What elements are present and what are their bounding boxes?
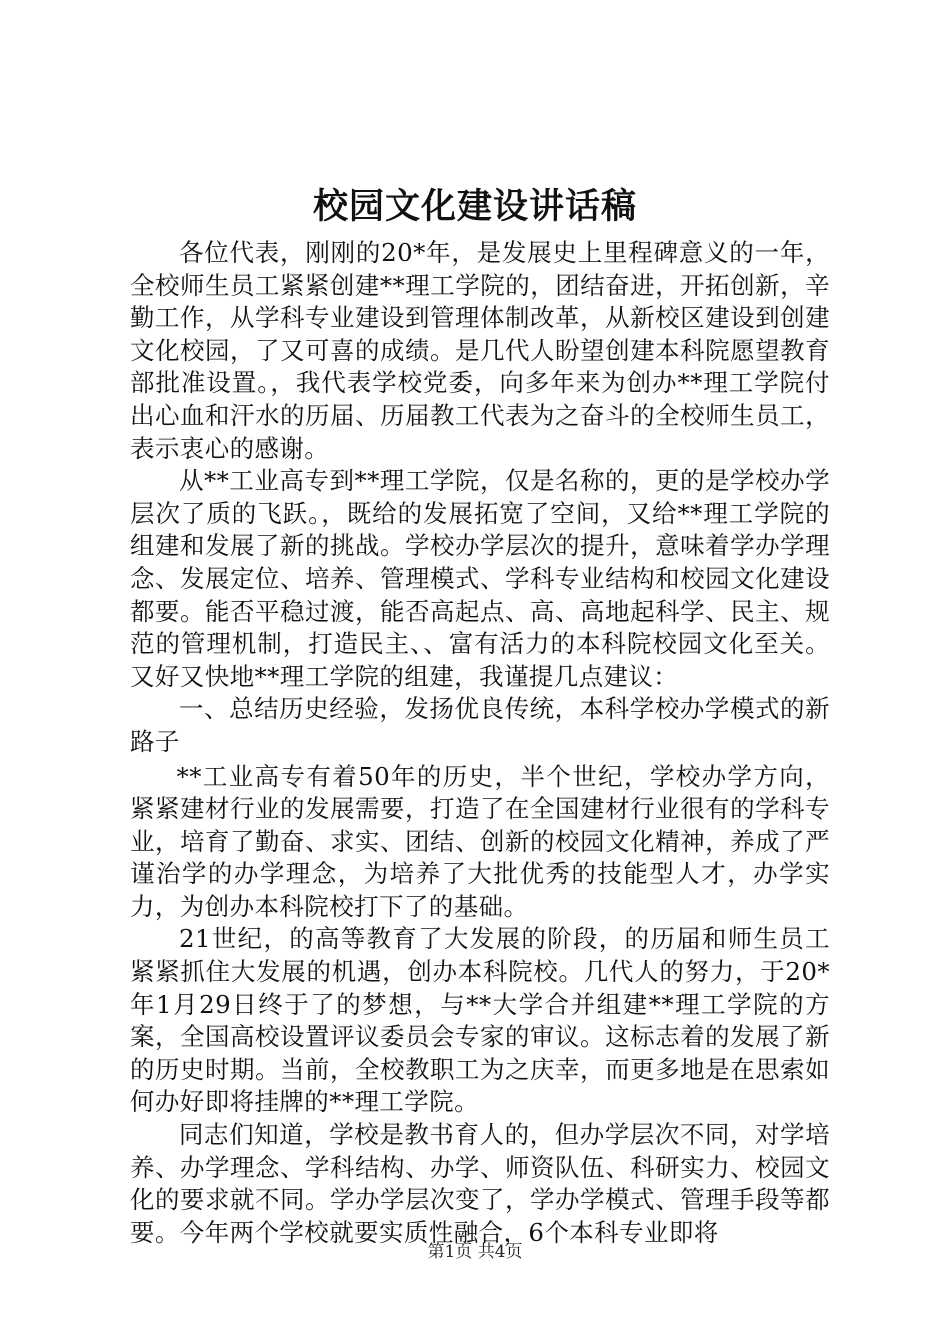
page-number-footer: 第1页 共4页	[427, 1242, 523, 1262]
paragraph: 21世纪，的高等教育了大发展的阶段，的历届和师生员工紧紧抓住大发展的机遇，创办本科院校。几代人的努力，于20*年1月29日终于了的梦想，与**大学合并组建**理工学院的方案，全国高校设置评议委员会专家的审议。这标志着的发展了新的历史时期。当前，全校教职工为之庆幸，而更多地是在思索如何办好即将挂牌的**理工学院。	[130, 924, 830, 1117]
paragraph: 从**工业高专到**理工学院，仅是名称的，更的是学校办学层次了质的飞跃。，既给的发展拓宽了空间，又给**理工学院的组建和发展了新的挑战。学校办学层次的提升，意味着学办学理念、发展定位、培养、管理模式、学科专业结构和校园文化建设都要。能否平稳过渡，能否高起点、高、高地起科学、民主、规范的管理机制，打造民主、、富有活力的本科院校园文化至关。又好又快地**理工学院的组建，我谨提几点建议：	[130, 466, 830, 691]
paragraph: 同志们知道，学校是教书育人的，但办学层次不同，对学培养、办学理念、学科结构、办学、师资队伍、科研实力、校园文化的要求就不同。学办学层次变了，学办学模式、管理手段等都要。今年两个学校就要实质性融合，6个本科专业即将	[130, 1120, 830, 1247]
paragraph: **工业高专有着50年的历史，半个世纪，学校办学方向，紧紧建材行业的发展需要，打造了在全国建材行业很有的学科专业，培育了勤奋、求实、团结、创新的校园文化精神，养成了严谨治学的办学理念，为培养了大批优秀的技能型人才，办学实力，为创办本科院校打下了的基础。	[130, 761, 830, 921]
document-title: 校园文化建设讲话稿	[312, 186, 637, 227]
document-body	[130, 237, 830, 1249]
section-heading: 一、总结历史经验，发扬优良传统，本科学校办学模式的新路子	[130, 694, 830, 756]
paragraph: 各位代表，刚刚的20*年，是发展史上里程碑意义的一年，全校师生员工紧紧创建**理工学院的，团结奋进，开拓创新，辛勤工作，从学科专业建设到管理体制改革，从新校区建设到创建文化校园，了又可喜的成绩。是几代人盼望创建本科院愿望教育部批准设置。，我代表学校党委，向多年来为创办**理工学院付出心血和汗水的历届、历届教工代表为之奋斗的全校师生员工，表示衷心的感谢。	[130, 238, 830, 463]
